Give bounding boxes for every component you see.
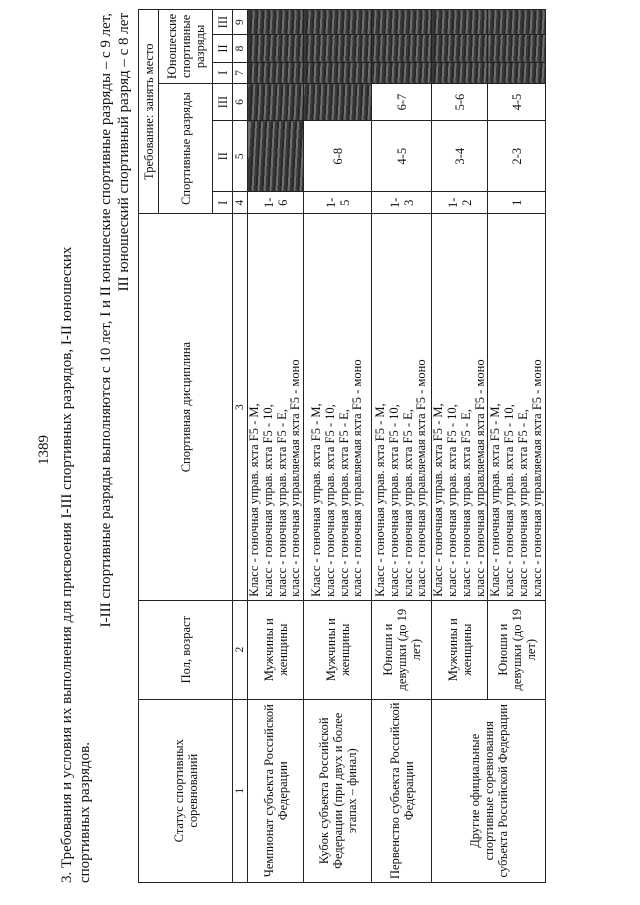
discipline-cell — [372, 214, 432, 600]
rank-i-cell: 1-3 — [372, 192, 432, 214]
header-yrank-ii: II — [213, 35, 233, 63]
discipline-line: Класс - гоночная управ. яхта F5 - М, — [373, 403, 388, 597]
discipline-line: класс - гоночная управ. яхта F5 - 10, — [386, 404, 401, 597]
shaded-cell — [488, 35, 546, 63]
rank-i-cell: 1 — [488, 192, 546, 214]
discipline-line: класс - гоночная управ. яхта F5 - 10, — [444, 404, 459, 597]
shaded-cell — [432, 62, 488, 83]
rank-ii-cell: 3-4 — [432, 121, 488, 192]
shaded-cell — [248, 35, 304, 63]
shaded-cell — [372, 35, 432, 63]
intro-line-1: I-III спортивные разряды выполняются с 10 лет, I и II юношеские спортивные разряды – с 9 лет, — [98, 13, 114, 628]
shaded-cell — [432, 10, 488, 35]
discipline-line: класс - гоночная управляемая яхта F5 - моно — [414, 359, 429, 597]
discipline-line: класс - гоночная управ. яхта F5 - Е, — [400, 409, 415, 597]
discipline-line: класс - гоночная управ. яхта F5 - 10, — [502, 404, 517, 597]
header-youth-ranks: Юношеские спортивные разряды — [159, 10, 213, 84]
column-number: 5 — [233, 121, 248, 192]
column-number: 1 — [233, 699, 248, 882]
table-row — [248, 10, 304, 883]
requirements-table — [138, 9, 546, 883]
discipline-line: класс - гоночная управ. яхта F5 - 10, — [322, 404, 337, 597]
shaded-cell — [488, 62, 546, 83]
column-number: 6 — [233, 83, 248, 121]
status-cell: Другие официальные спортивные соревнования субъекта Российской Федерации — [432, 699, 546, 882]
header-status: Статус спортивных соревнований — [139, 699, 233, 882]
gender-cell: Мужчины и женщины — [248, 600, 304, 699]
gender-cell: Мужчины и женщины — [304, 600, 372, 699]
rank-i-cell: 1-2 — [432, 192, 488, 214]
rank-iii-cell: 6-7 — [372, 83, 432, 121]
header-sport-ranks: Спортивные разряды — [159, 83, 213, 214]
shaded-cell — [304, 35, 372, 63]
discipline-line: Класс - гоночная управ. яхта F5 - М, — [309, 403, 324, 597]
column-number: 9 — [233, 10, 248, 35]
rank-iii-cell: 5-6 — [432, 83, 488, 121]
discipline-line: класс - гоночная управ. яхта F5 - 10, — [260, 404, 275, 597]
rank-iii-cell: 4-5 — [488, 83, 546, 121]
discipline-cell — [304, 214, 372, 600]
shaded-cell — [432, 35, 488, 63]
discipline-cell — [248, 214, 304, 600]
header-discipline: Спортивная дисциплина — [139, 214, 233, 600]
header-rank-ii: II — [213, 121, 233, 192]
discipline-line: класс - гоночная управляемая яхта F5 - моно — [529, 359, 544, 597]
shaded-cell — [248, 62, 304, 83]
gender-cell: Юноши и девушки (до 19 лет) — [372, 600, 432, 699]
shaded-cell — [372, 62, 432, 83]
discipline-line: Класс - гоночная управ. яхта F5 - М, — [431, 403, 446, 597]
header-rank-iii: III — [213, 83, 233, 121]
shaded-cell — [304, 10, 372, 35]
shaded-cell — [248, 10, 304, 35]
page-number: 1389 — [36, 435, 52, 465]
table-row — [432, 10, 488, 883]
rank-i-cell: 1-6 — [248, 192, 304, 214]
column-number-row — [233, 10, 248, 883]
header-rank-i: I — [213, 192, 233, 214]
header-yrank-i: I — [213, 62, 233, 83]
table-row — [372, 10, 432, 883]
shaded-cell — [248, 83, 304, 121]
discipline-line: класс - гоночная управ. яхта F5 - Е, — [274, 409, 289, 597]
shaded-cell — [372, 10, 432, 35]
rank-ii-cell: 6-8 — [304, 121, 372, 192]
rank-ii-cell: 2-3 — [488, 121, 546, 192]
discipline-cell — [432, 214, 488, 600]
shaded-cell — [304, 83, 372, 121]
rank-i-cell: 1-5 — [304, 192, 372, 214]
column-number: 2 — [233, 600, 248, 699]
discipline-line: класс - гоночная управ. яхта F5 - Е, — [515, 409, 530, 597]
header-yrank-iii: III — [213, 10, 233, 35]
status-cell: Чемпионат субъекта Российской Федерации — [248, 699, 304, 882]
discipline-line: класс - гоночная управ. яхта F5 - Е, — [458, 409, 473, 597]
discipline-line: класс - гоночная управляемая яхта F5 - моно — [288, 359, 303, 597]
discipline-line: класс - гоночная управ. яхта F5 - Е, — [336, 409, 351, 597]
intro-line-2: III юношеский спортивный разряд – с 8 лет — [116, 13, 132, 292]
shaded-cell — [488, 10, 546, 35]
column-number: 3 — [233, 214, 248, 600]
status-cell: Кубок субъекта Российской Федерации (при двух и более этапах – финал) — [304, 699, 372, 882]
column-number: 8 — [233, 35, 248, 63]
table-row — [304, 10, 372, 883]
column-number: 4 — [233, 192, 248, 214]
section-title: 3. Требования и условия их выполнения для присвоения I-III спортивных разрядов, I-II юношеских спортивных разрядов. — [59, 246, 93, 883]
column-number: 7 — [233, 62, 248, 83]
status-cell: Первенство субъекта Российской Федерации — [372, 699, 432, 882]
discipline-cell — [488, 214, 546, 600]
discipline-line: класс - гоночная управляемая яхта F5 - моно — [472, 359, 487, 597]
rank-ii-cell: 4-5 — [372, 121, 432, 192]
header-requirement: Требование: занять место — [139, 10, 159, 214]
discipline-line: класс - гоночная управляемая яхта F5 - моно — [350, 359, 365, 597]
header-gender-age: Пол, возраст — [139, 600, 233, 699]
discipline-line: Класс - гоночная управ. яхта F5 - М, — [488, 403, 503, 597]
gender-cell: Юноши и девушки (до 19 лет) — [488, 600, 546, 699]
discipline-line: Класс - гоночная управ. яхта F5 - М, — [247, 403, 261, 597]
shaded-cell — [304, 62, 372, 83]
shaded-cell — [248, 121, 304, 192]
gender-cell: Мужчины и женщины — [432, 600, 488, 699]
